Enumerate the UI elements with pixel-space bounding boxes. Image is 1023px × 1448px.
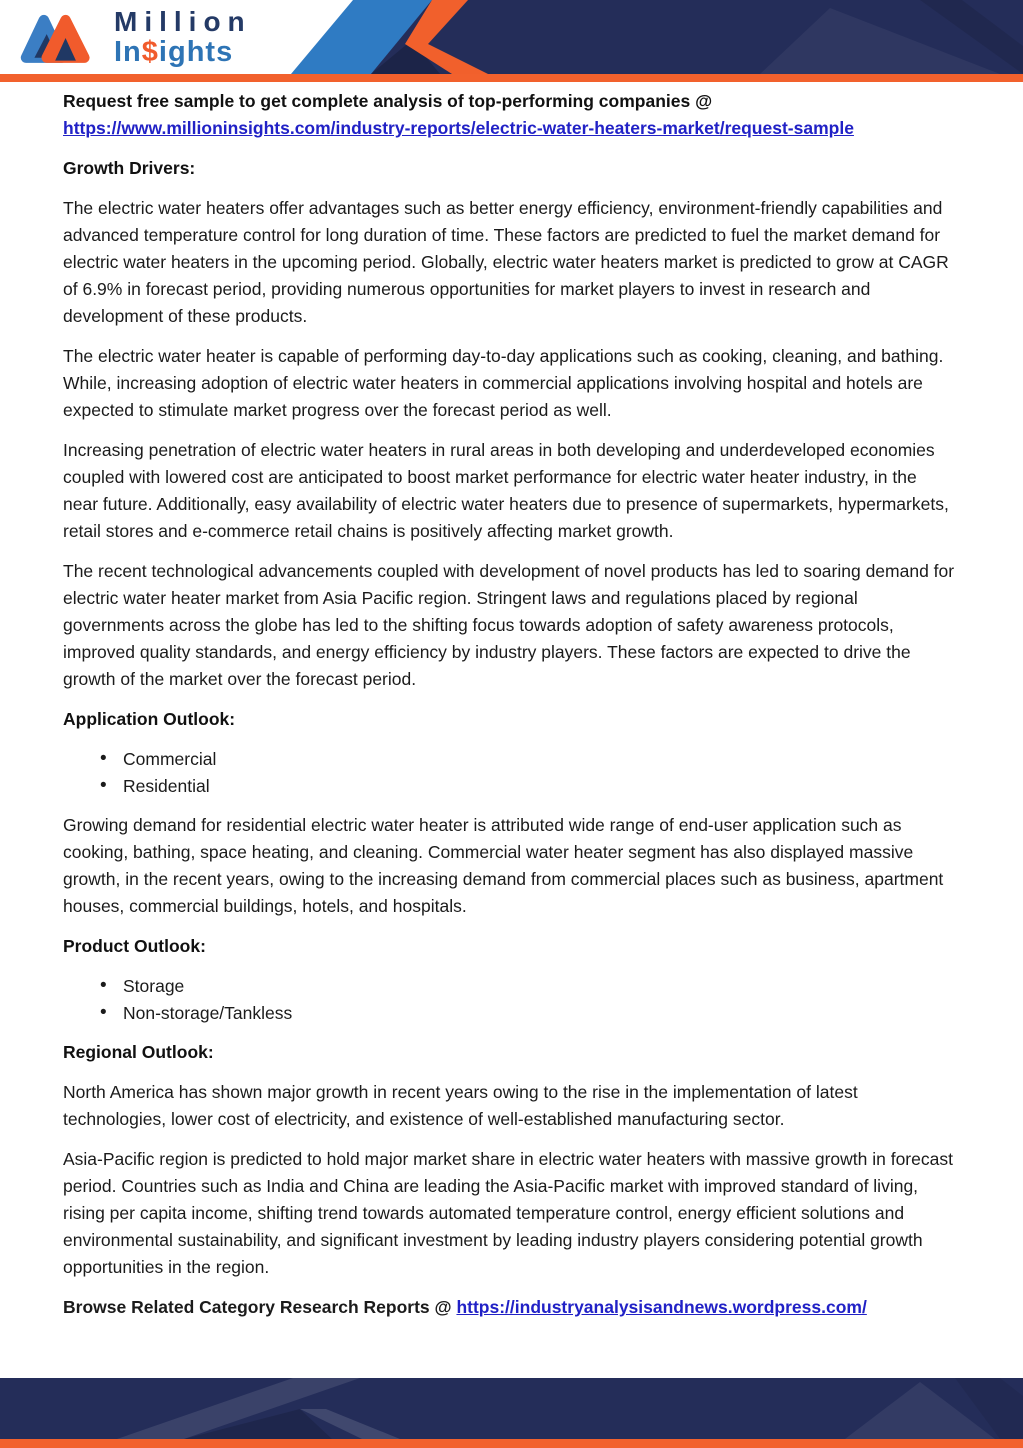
list-item-storage: • Storage: [63, 973, 956, 999]
brand-name-line2: In$ights: [114, 35, 234, 68]
header-orange-rule: [0, 74, 1023, 82]
paragraph-growth-1: The electric water heaters offer advantages such as better energy efficiency, environment-friendly capabilities and advanced temperature control for long duration of time. These factors are predicted to fuel the market demand for electric water heaters in the upcoming period. Globally, electric water heaters market is predicted to grow at CAGR of 6.9% in forecast period, providing numerous opportunities for market players to invest in research and development of these products.: [63, 198, 949, 326]
request-sample-link[interactable]: https://www.millioninsights.com/industry-reports/electric-water-heaters-market/request-sample: [63, 118, 854, 138]
regional-outlook-heading: Regional Outlook:: [63, 1042, 214, 1062]
list-item-commercial: • Commercial: [63, 746, 956, 772]
mountain-m-logo-icon: [14, 4, 102, 70]
intro-paragraph: [63, 88, 956, 142]
footer-decorative-art: [0, 1378, 1023, 1439]
paragraph-growth-3: Increasing penetration of electric water heaters in rural areas in both developing and underdeveloped economies coupled with lowered cost are anticipated to boost market performance for electric water heater industry, in the near future. Additionally, easy availability of electric water heaters due to presence of supermarkets, hypermarkets, retail stores and e-commerce retail chains is positively affecting market growth.: [63, 440, 949, 541]
application-outlook-heading: Application Outlook:: [63, 709, 236, 729]
paragraph-regional-1: North America has shown major growth in recent years owing to the rise in the implementation of latest technologies, lower cost of electricity, and existence of well-established manufacturing sector.: [63, 1082, 858, 1129]
footer-banner: [0, 1378, 1023, 1448]
browse-reports-link[interactable]: https://industryanalysisandnews.wordpress.com/: [456, 1297, 867, 1317]
growth-drivers-heading: Growth Drivers:: [63, 158, 196, 178]
header-banner: [0, 0, 1023, 74]
brand-wordmark: [114, 5, 252, 68]
list-item-residential: • Residential: [63, 773, 956, 799]
request-sample-text: Request free sample to get complete analysis of top-performing companies @: [63, 91, 713, 111]
browse-reports-text: Browse Related Category Research Reports @: [63, 1297, 457, 1317]
paragraph-growth-2: The electric water heater is capable of performing day-to-day applications such as cooking, cleaning, and bathing. While, increasing adoption of electric water heaters in commercial applications involving hospital and hotels are expected to stimulate market progress over the forecast period as well.: [63, 346, 944, 420]
browse-reports-paragraph: [63, 1294, 956, 1321]
brand-name-line1: Million: [114, 5, 252, 37]
application-outlook-list: [63, 746, 956, 799]
product-outlook-list: [63, 973, 956, 1026]
paragraph-application: Growing demand for residential electric water heater is attributed wide range of end-user application such as cooking, bathing, space heating, and cleaning. Commercial water heater segment has also displayed massive growth, in the recent years, owing to the increasing demand from commercial places such as business, apartment houses, commercial buildings, hotels, and hospitals.: [63, 815, 944, 916]
product-outlook-heading: Product Outlook:: [63, 936, 206, 956]
header-decorative-art: [280, 0, 1023, 74]
paragraph-regional-2: Asia-Pacific region is predicted to hold major market share in electric water heaters with massive growth in forecast period. Countries such as India and China are leading the Asia-Pacific market with improved standard of living, rising per capita income, shifting trend towards automated temperature control, energy efficient solutions and environmental sustainability, and significant investment by leading industry players considering potential growth opportunities in the region.: [63, 1149, 953, 1277]
brand-logo: [14, 4, 252, 70]
footer-orange-rule: [0, 1439, 1023, 1448]
paragraph-growth-4: The recent technological advancements coupled with development of novel products has led to soaring demand for electric water heater market from Asia Pacific region. Stringent laws and regulations placed by regional governments across the globe has led to the shifting focus towards adoption of safety awareness protocols, improved quality standards, and energy efficiency by industry players. These factors are expected to drive the growth of the market over the forecast period.: [63, 561, 955, 689]
list-item-tankless: • Non-storage/Tankless: [63, 1000, 956, 1026]
dollar-glyph: $: [141, 35, 159, 68]
document-body: [0, 82, 1023, 1334]
